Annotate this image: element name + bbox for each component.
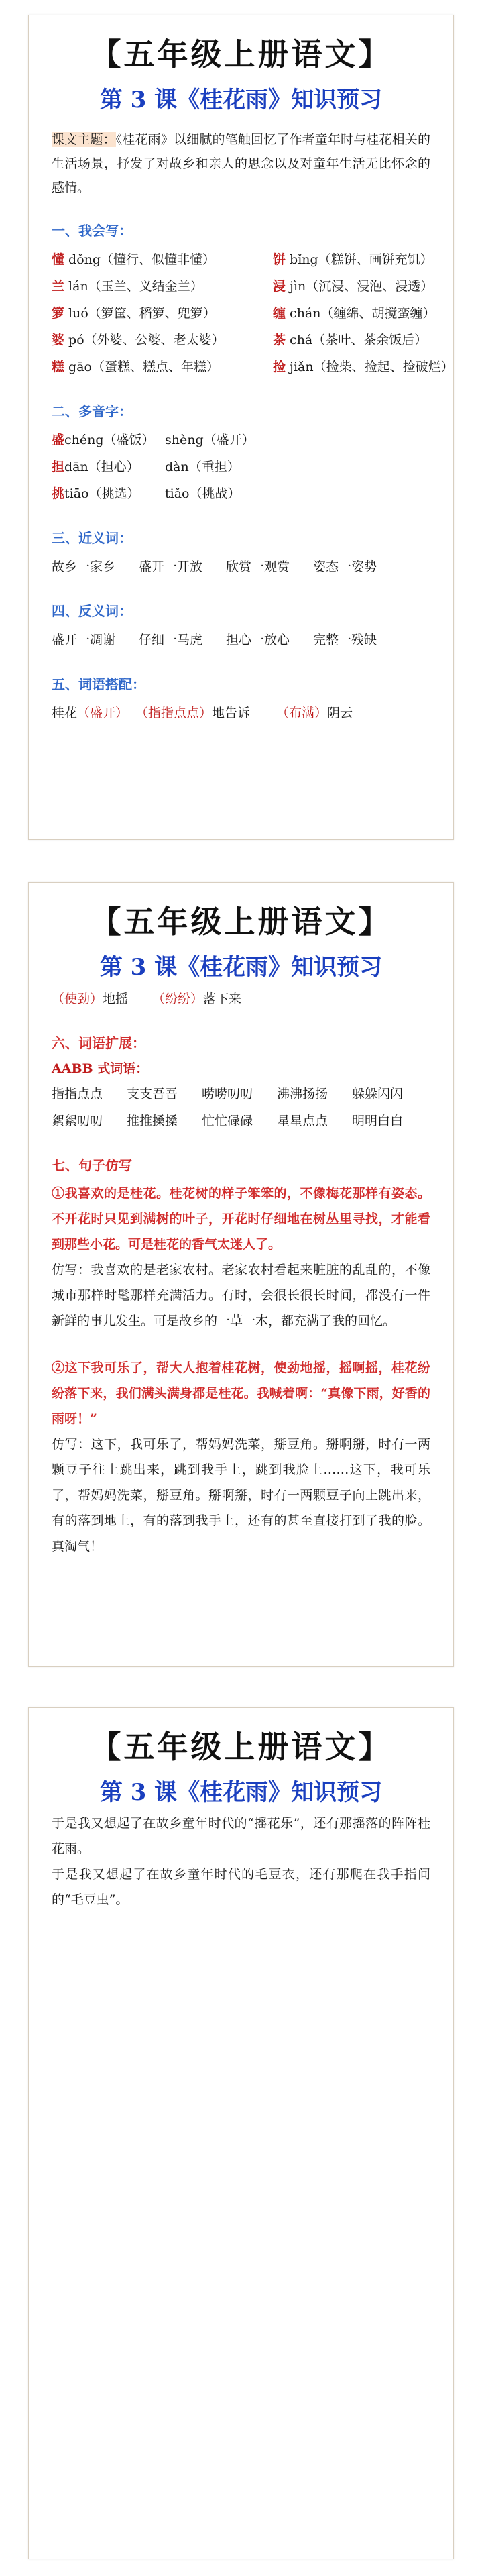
antonym-list — [52, 627, 430, 653]
write-item: 茶 chá（茶叶、茶余饭后） — [273, 333, 428, 347]
page-title: 【五年级上册语文】 — [90, 904, 392, 940]
aabb-word: 躲躲闪闪 — [352, 1087, 404, 1102]
lesson-theme — [52, 127, 430, 200]
imitation-2: 仿写：这下，我可乐了，帮妈妈洗菜，掰豆角。掰啊掰，时有一两颗豆子往上跳出来，跳到我手上，跳到我脸上……这下，我可乐了，帮妈妈洗菜，掰豆角。掰啊掰，时有一两颗豆子向上跳出来，有的落到地上，有的落到我手上，还有的甚至直接打到了我的脸。真淘气！ — [52, 1437, 430, 1554]
page-card-3 — [28, 1707, 454, 2559]
antonym-pair: 完整一残缺 — [313, 633, 377, 647]
antonym-pair: 仔细一马虎 — [139, 633, 203, 647]
synonym-pair: 欣赏一观赏 — [226, 559, 290, 574]
aabb-row — [52, 1108, 430, 1134]
collocation-line — [52, 985, 430, 1012]
page-title: 【五年级上册语文】 — [90, 1729, 392, 1765]
synonym-pair: 故乡一家乡 — [52, 559, 116, 574]
polyphone-list — [52, 427, 430, 507]
collocation-item: 桂花（盛开） — [52, 706, 129, 720]
page-card-2 — [28, 882, 454, 1667]
collocation-item: （布满）阴云 — [276, 706, 353, 720]
section-heading-write: 一、我会写： — [52, 223, 132, 239]
theme-text: 《桂花雨》以细腻的笔触回忆了作者童年时与桂花相关的生活场景，抒发了对故乡和亲人的思念以及对童年生活无比怀念的感情。 — [52, 132, 430, 195]
collocation-item: （指指点点）地告诉 — [135, 706, 251, 720]
write-item: 缠 chán（缠绵、胡搅蛮缠） — [273, 306, 436, 321]
antonym-pair: 盛开一凋谢 — [52, 633, 116, 647]
section-heading-synonyms: 三、近义词： — [52, 530, 132, 546]
synonym-pair: 姿态一姿势 — [313, 559, 377, 574]
lesson-subtitle: 第 3 课《桂花雨》知识预习 — [99, 1779, 383, 1806]
aabb-word: 絮絮叨叨 — [52, 1114, 103, 1128]
aabb-label: AABB 式词语： — [52, 1061, 149, 1076]
aabb-word: 明明白白 — [352, 1114, 404, 1128]
aabb-word: 星星点点 — [277, 1114, 328, 1128]
polyphone-item: 盛chéng（盛饭） shèng（盛开） — [52, 433, 255, 447]
polyphone-item: 挑tiāo（挑选） tiǎo（挑战） — [52, 486, 241, 501]
lesson-subtitle: 第 3 课《桂花雨》知识预习 — [99, 87, 383, 113]
model-sentence-1: ①我喜欢的是桂花。桂花树的样子笨笨的，不像梅花那样有姿态。不开花时只见到满树的叶子，开花时仔细地在树丛里寻找，才能看到那些小花。可是桂花的香气太迷人了。 — [52, 1186, 430, 1252]
write-characters — [52, 246, 454, 380]
collocation-line — [52, 700, 430, 727]
aabb-word: 推推搡搡 — [127, 1114, 178, 1128]
imitation-1: 仿写：我喜欢的是老家农村。老家农村看起来脏脏的乱乱的，不像城市那样时髦那样充满活力。有时，会很长很长时间，都没有一件新鲜的事儿发生。可是故乡的一草一木，都充满了我的回忆。 — [52, 1263, 430, 1328]
aabb-word: 指指点点 — [52, 1087, 103, 1102]
page-title: 【五年级上册语文】 — [90, 36, 392, 72]
aabb-word: 忙忙碌碌 — [202, 1114, 253, 1128]
page-card-1 — [28, 15, 454, 840]
section-heading-antonyms: 四、反义词： — [52, 603, 132, 619]
synonym-pair: 盛开一开放 — [139, 559, 203, 574]
polyphone-item: 担dān（担心） dàn（重担） — [52, 460, 240, 474]
antonym-pair: 担心一放心 — [226, 633, 290, 647]
aabb-word: 支支吾吾 — [127, 1087, 178, 1102]
write-item: 糕 gāo（蛋糕、糕点、年糕） — [52, 360, 219, 374]
synonym-list — [52, 553, 430, 580]
collocation-item: （纷纷）落下来 — [152, 991, 242, 1006]
imitation-paragraph: 于是我又想起了在故乡童年时代的毛豆衣，还有那爬在我手指间的“毛豆虫”。 — [52, 1867, 430, 1907]
write-item: 捡 jiǎn（捡柴、捡起、捡破烂） — [273, 360, 454, 374]
section-heading-imitation: 七、句子仿写 — [52, 1157, 132, 1173]
write-item: 婆 pó（外婆、公婆、老太婆） — [52, 333, 225, 347]
collocation-item: （使劲）地摇 — [52, 991, 129, 1006]
lesson-subtitle: 第 3 课《桂花雨》知识预习 — [99, 954, 383, 981]
write-item: 浸 jìn（沉浸、浸泡、浸透） — [273, 279, 434, 294]
section-heading-expansion: 六、词语扩展： — [52, 1035, 145, 1051]
write-item: 饼 bǐng（糕饼、画饼充饥） — [273, 252, 433, 267]
model-sentence-2: ②这下我可乐了，帮大人抱着桂花树，使劲地摇，摇啊摇，桂花纷纷落下来，我们满头满身都是桂花。我喊着啊：“真像下雨，好香的雨呀！” — [52, 1360, 430, 1426]
write-item: 兰 lán（玉兰、义结金兰） — [52, 279, 203, 294]
imitation-paragraph: 于是我又想起了在故乡童年时代的“摇花乐”，还有那摇落的阵阵桂花雨。 — [52, 1816, 430, 1856]
section-heading-polyphone: 二、多音字： — [52, 403, 132, 419]
section-heading-collocation: 五、词语搭配： — [52, 676, 145, 692]
write-item: 箩 luó（箩筐、稻箩、兜箩） — [52, 306, 216, 321]
write-item: 懂 dǒng（懂行、似懂非懂） — [52, 252, 216, 267]
aabb-word: 唠唠叨叨 — [202, 1087, 253, 1102]
aabb-word: 沸沸扬扬 — [277, 1087, 328, 1102]
write-column-right — [273, 246, 454, 380]
theme-label: 课文主题： — [52, 132, 116, 147]
write-column-left — [52, 246, 273, 380]
aabb-row — [52, 1081, 430, 1108]
